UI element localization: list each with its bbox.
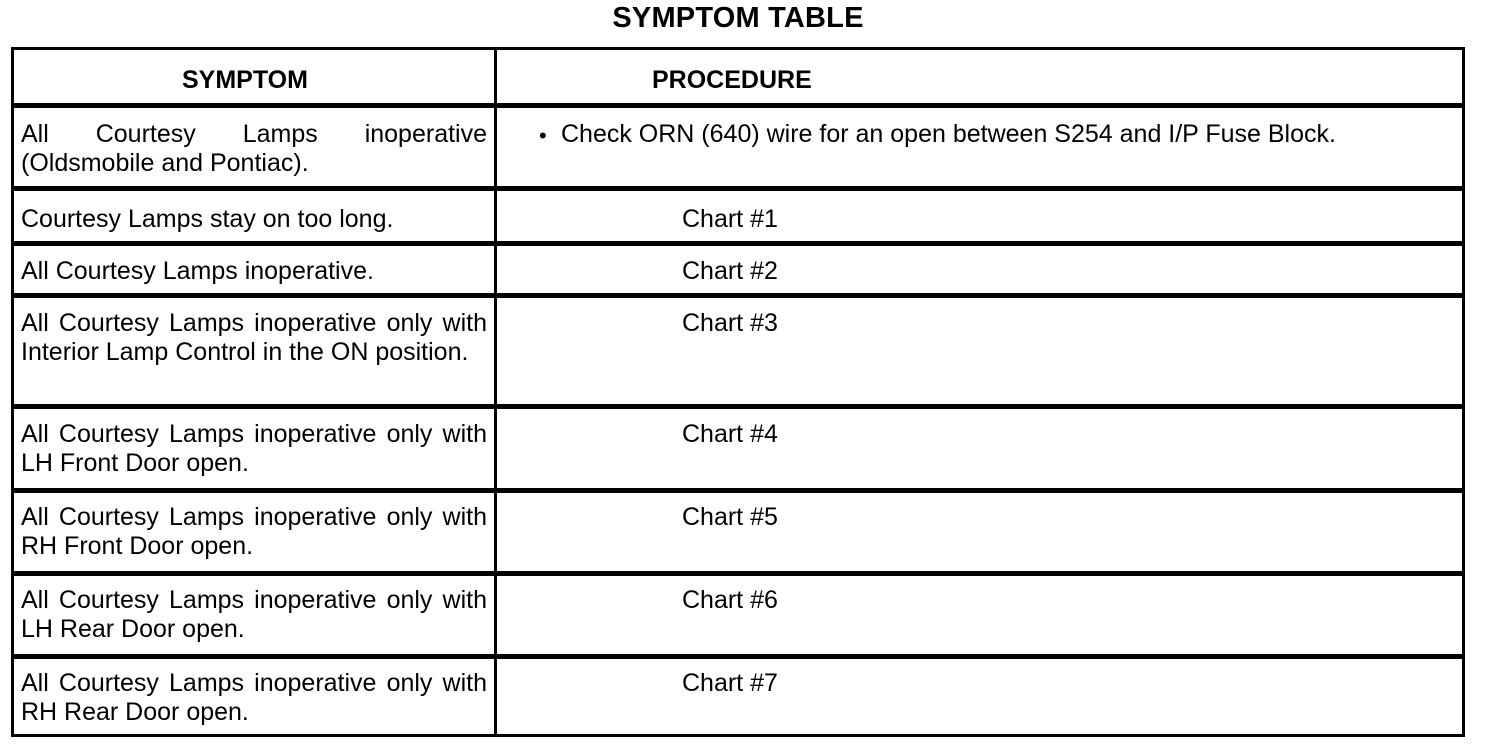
row-divider bbox=[14, 404, 1462, 409]
procedure-cell: Chart #4 bbox=[682, 420, 778, 448]
symptom-column-header: SYMPTOM bbox=[182, 66, 308, 94]
row-divider bbox=[14, 571, 1462, 576]
procedure-column-header: PROCEDURE bbox=[652, 66, 812, 94]
procedure-cell: Chart #3 bbox=[682, 309, 778, 337]
page-title: SYMPTOM TABLE bbox=[612, 2, 864, 34]
symptom-cell: All Courtesy Lamps inoperative only with LH Rear Door open. bbox=[21, 586, 487, 643]
row-divider bbox=[14, 186, 1462, 191]
row-divider bbox=[14, 241, 1462, 246]
symptom-cell: All Courtesy Lamps inoperative only with RH Front Door open. bbox=[21, 503, 487, 560]
symptom-cell: All Courtesy Lamps inoperative only with Interior Lamp Control in the ON position. bbox=[21, 309, 487, 366]
column-divider bbox=[494, 50, 497, 734]
procedure-cell: Chart #5 bbox=[682, 503, 778, 531]
procedure-cell: Chart #1 bbox=[682, 205, 778, 233]
symptom-cell: All Courtesy Lamps inoperative only with RH Rear Door open. bbox=[21, 669, 487, 726]
symptom-cell: All Courtesy Lamps inoperative only with LH Front Door open. bbox=[21, 420, 487, 477]
header-divider bbox=[14, 103, 1462, 108]
procedure-cell: Chart #6 bbox=[682, 586, 778, 614]
symptom-cell: All Courtesy Lamps inoperative (Oldsmobile and Pontiac). bbox=[21, 120, 487, 177]
symptom-cell: Courtesy Lamps stay on too long. bbox=[21, 205, 394, 233]
procedure-cell: Check ORN (640) wire for an open between S254 and I/P Fuse Block. bbox=[561, 120, 1336, 148]
symptom-cell: All Courtesy Lamps inoperative. bbox=[21, 257, 374, 285]
row-divider bbox=[14, 293, 1462, 298]
bullet-icon: • bbox=[539, 123, 547, 148]
row-divider bbox=[14, 654, 1462, 659]
procedure-cell: Chart #2 bbox=[682, 257, 778, 285]
procedure-cell: Chart #7 bbox=[682, 669, 778, 697]
row-divider bbox=[14, 488, 1462, 493]
symptom-table bbox=[11, 47, 1465, 737]
